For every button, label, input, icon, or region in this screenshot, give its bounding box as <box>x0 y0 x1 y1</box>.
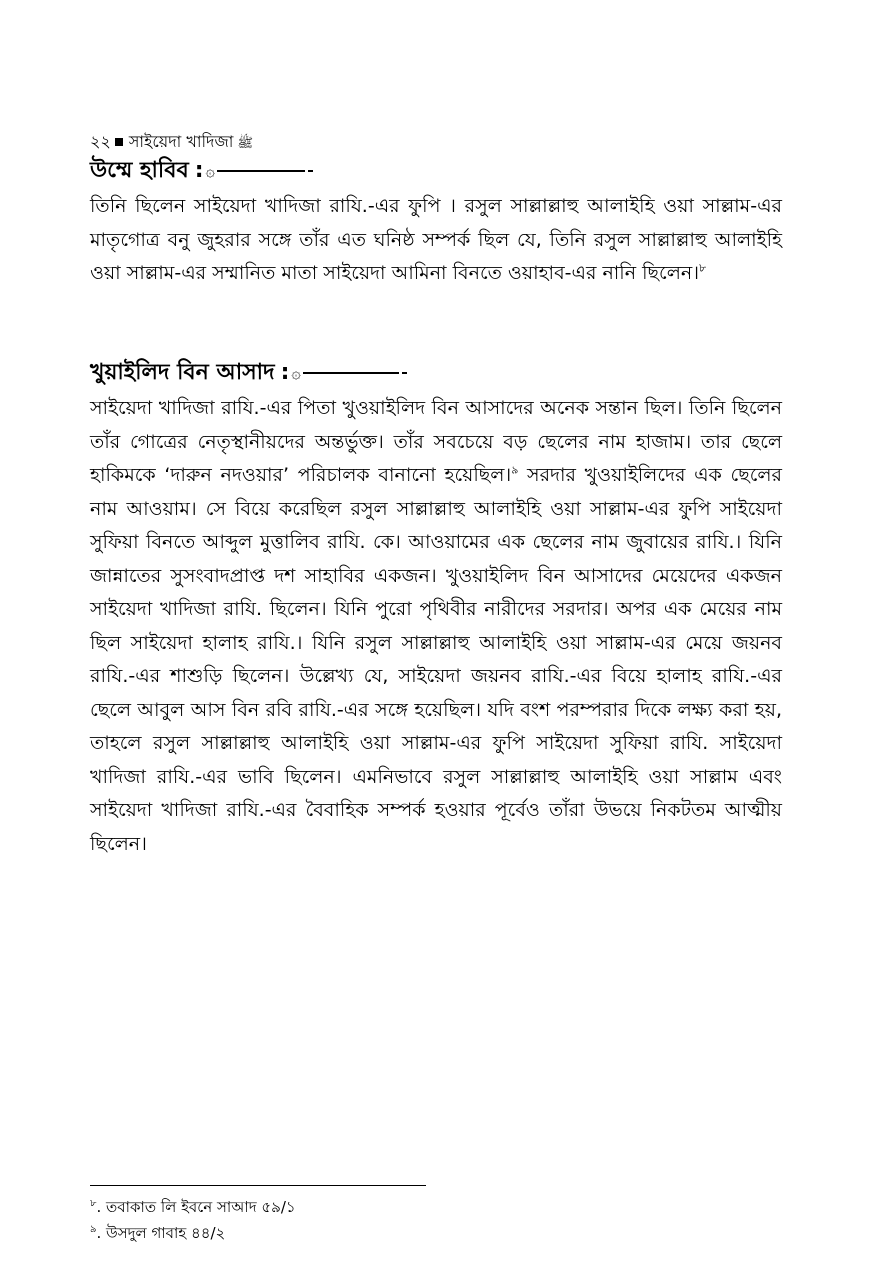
running-head <box>90 132 253 154</box>
section-umme-habib <box>90 156 782 291</box>
ornament-glyph: ۞ <box>205 161 215 180</box>
ornament-rule <box>303 372 399 374</box>
heading-ornament-icon <box>206 163 313 179</box>
footnote-item <box>90 1220 296 1246</box>
ornament-glyph: ۞ <box>291 363 301 382</box>
honorific-glyph: ﷺ <box>237 136 254 151</box>
paragraph-text-part1: সাইয়েদা খাদিজা রাযি.-এর পিতা খুওয়াইলিদ বিন আসাদের অনেক সন্তান ছিল। তিনি ছিলেন তাঁর গোত্রের নেতৃস্থানীয়দের অন্তর্ভুক্ত। তাঁর সবচেয়ে বড় ছেলের নাম হাজাম। তার ছেলে হাকিমকে ‘দারুন নদওয়ার’ পরিচালক বানানো হয়েছিল। <box>90 397 782 486</box>
footnote-ref: ৯ <box>511 463 519 477</box>
section-khuwailid-bin-asad <box>90 358 782 861</box>
book-title: সাইয়েদা খাদিজা <box>128 132 234 151</box>
heading-text: খুয়াইলিদ বিন আসাদ <box>90 360 275 385</box>
heading-colon: : <box>194 158 204 183</box>
section-heading <box>90 358 782 388</box>
separator-square-icon <box>115 138 123 146</box>
footnote-marker: ৯ <box>90 1224 97 1235</box>
section-paragraph <box>90 190 782 291</box>
ornament-rule <box>217 170 305 172</box>
paragraph-text: তিনি ছিলেন সাইয়েদা খাদিজা রাযি.-এর ফুপি । রসুল সাল্লাল্লাহু আলাইহি ওয়া সাল্লাম-এর মাতৃগোত্র বনু জুহরার সঙ্গে তাঁর এত ঘনিষ্ঠ সম্পর্ক ছিল যে, তিনি রসুল সাল্লাল্লাহু আলাইহি ওয়া সাল্লাম-এর সম্মানিত মাতা সাইয়েদা আমিনা বিনতে ওয়াহাব-এর নানি ছিলেন। <box>90 195 782 284</box>
footnote-ref: ৮ <box>699 261 707 275</box>
footnote-text: . উসদুল গাবাহ ৪৪/২ <box>96 1224 226 1242</box>
heading-text: উম্মে হাবিব <box>90 158 189 183</box>
section-heading <box>90 156 782 186</box>
heading-ornament-icon <box>291 365 406 381</box>
ornament-dot <box>308 170 313 172</box>
page-number: ২২ <box>90 132 111 151</box>
footnote-divider <box>90 1185 426 1186</box>
footnote-text: . তবাকাত লি ইবনে সাআদ ৫৯/১ <box>96 1198 296 1216</box>
paragraph-text-part2: সরদার খুওয়াইলিদের এক ছেলের নাম আওয়াম। সে বিয়ে করেছিল রসুল সাল্লাল্লাহু আলাইহি ওয়া সাল্লাম-এর ফুপি সাইয়েদা সুফিয়া বিনতে আব্দুল মুত্তালিব রাযি. কে। আওয়ামের এক ছেলের নাম জুবায়ের রাযি.। যিনি জান্নাতের সুসংবাদপ্রাপ্ত দশ সাহাবির একজন। খুওয়াইলিদ বিন আসাদের মেয়েদের একজন সাইয়েদা খাদিজা রাযি. ছিলেন। যিনি পুরো পৃথিবীর নারীদের সরদার। অপর এক মেয়ের নাম ছিল সাইয়েদা হালাহ রাযি.। যিনি রসুল সাল্লাল্লাহু আলাইহি ওয়া সাল্লাম-এর মেয়ে জয়নব রাযি.-এর শাশুড়ি ছিলেন। উল্লেখ্য যে, সাইয়েদা জয়নব রাযি.-এর বিয়ে হালাহ রাযি.-এর ছেলে আবুল আস বিন রবি রাযি.-এর সঙ্গে হয়েছিল। যদি বংশ পরম্পরার দিকে লক্ষ্য করা হয়, তাহলে রসুল সাল্লাল্লাহু আলাইহি ওয়া সাল্লাম-এর ফুপি সাইয়েদা সুফিয়া রাযি. সাইয়েদা খাদিজা রাযি.-এর ভাবি ছিলেন। এমনিভাবে রসুল সাল্লাল্লাহু আলাইহি ওয়া সাল্লাম এবং সাইয়েদা খাদিজা রাযি.-এর বৈবাহিক সম্পর্ক হওয়ার পূর্বেও তাঁরা উভয়ে নিকটতম আত্মীয় ছিলেন। <box>90 464 782 855</box>
footnote-marker: ৮ <box>90 1198 97 1209</box>
footnotes <box>90 1194 296 1246</box>
section-paragraph <box>90 392 782 861</box>
ornament-dot <box>402 372 407 374</box>
footnote-item <box>90 1194 296 1220</box>
heading-colon: : <box>280 360 290 385</box>
